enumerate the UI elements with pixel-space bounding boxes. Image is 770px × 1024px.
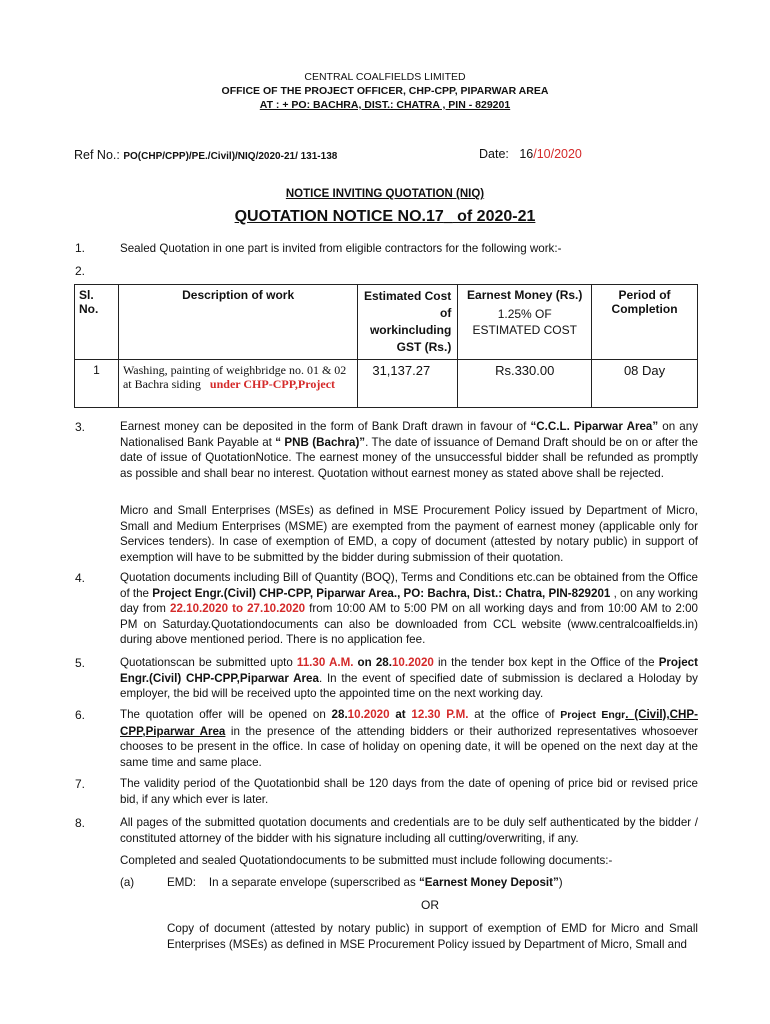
item-number-2: 2. <box>75 264 86 278</box>
cell-cost: 31,137.27 <box>358 360 458 408</box>
emd-label: EMD: <box>167 876 196 889</box>
item-4-text <box>120 570 698 648</box>
item-8-text: All pages of the submitted quotation documents and credentials are to be duly self authenticated by the bidder / constituted attorney of the bidder with his signature including all cutting/overwriting, if any. <box>120 816 698 845</box>
item-3-text <box>120 419 698 481</box>
p4-text-1: Quotation documents including Bill of Quantity (BOQ), Terms and Conditions etc.can be obtained from the Office of the <box>120 571 698 600</box>
p6-text-3: in the presence of the attending bidders or their authorized representatives whosoever chooses to be present in the office. In case of holiday on opening date, it will be opened on the next day at the same time and same place. <box>120 724 699 769</box>
notice-title: NOTICE INVITING QUOTATION (NIQ) <box>285 188 485 200</box>
date-day: 16 <box>519 147 534 161</box>
item-1-text: Sealed Quotation in one part is invited from eligible contractors for the following work:- <box>120 242 562 255</box>
p6-bold-2: at <box>389 708 412 721</box>
header-period: Period of Completion <box>592 285 698 360</box>
mse-paragraph: Micro and Small Enterprises (MSEs) as defined in MSE Procurement Policy issued by Department of Micro, Small and Medium Enterprises (MSME) are exempted from the payment of earnest money (applicable only for Services tenders). In case of exemption of EMD, a copy of document (attested by notary public) in support of exemption will have to be submitted by the bidder during submission of their quotation. <box>120 504 698 564</box>
emd-close: ) <box>558 876 563 889</box>
cell-sl: 1 <box>75 360 119 408</box>
table-row <box>75 360 698 408</box>
item-5-text <box>120 655 698 702</box>
header-earnest-sub: 1.25% OF ESTIMATED COST <box>472 307 577 337</box>
cell-period: 08 Day <box>592 360 698 408</box>
p4-text-2: , on any working day from <box>120 586 698 616</box>
date-month-year: /10/2020 <box>533 147 582 161</box>
p6-date: 10.2020 <box>347 708 390 721</box>
header-estimated-cost: Estimated Cost of workincluding GST (Rs.) <box>358 285 458 360</box>
item-number-7: 7. <box>75 777 86 791</box>
emd-text: In a separate envelope (superscribed as <box>208 876 419 889</box>
p4-date-from: 22.10.2020 <box>170 602 229 616</box>
quotation-table <box>74 284 698 408</box>
p3-bold-1: “C.C.L. Piparwar Area” <box>530 420 659 433</box>
item-7-text: The validity period of the Quotationbid shall be 120 days from the date of opening of price bid or revised price bid, if any which ever is later. <box>120 777 698 806</box>
cell-earnest: Rs.330.00 <box>458 360 592 408</box>
item-6-text <box>120 707 698 770</box>
item-number-8: 8. <box>75 816 86 830</box>
p6-text-2: at the office of <box>468 708 561 721</box>
date-line <box>479 147 582 161</box>
quotation-title-b: _ <box>443 208 453 225</box>
p6-bold-1: 28. <box>331 708 348 721</box>
emd-line <box>167 876 563 889</box>
office-address <box>0 98 770 112</box>
item-number-3: 3. <box>75 420 86 434</box>
p5-text-3: . In the event of specified date of submission is declared a Holoday by employer, the bid will be received upto the appointed time on the next working day. <box>120 671 698 701</box>
item-number-1: 1. <box>75 241 86 255</box>
p6-bold-3: Project Engr <box>560 709 626 721</box>
p3-text-3: . The date of issuance of Demand Draft should be on or after the date of issue of QuotationNotice. The earnest money of the unsuccessful bidder shall be refunded as promptly as possible and shall bear no interest. Quotation without earnest money as stated above shall be rejected. <box>120 435 699 480</box>
ref-line <box>74 148 337 162</box>
emd-exemption-text: Copy of document (attested by notary public) in support of exemption of EMD for Micro and Small Enterprises (MSEs) as defined in MSE Procurement Policy issued by Department of Micro, Small and <box>167 922 698 951</box>
cell-description <box>118 360 357 408</box>
header-earnest-money <box>458 285 592 360</box>
p3-text-1: Earnest money can be deposited in the form of Bank Draft drawn in favour of <box>120 420 531 433</box>
header-earnest-label: Earnest Money (Rs.) <box>467 288 583 302</box>
office-name: OFFICE OF THE PROJECT OFFICER, CHP-CPP, PIPARWAR AREA <box>221 85 549 97</box>
header-sl: Sl. No. <box>75 285 119 360</box>
company-name: CENTRAL COALFIELDS LIMITED <box>304 71 466 83</box>
p3-bold-2: “ PNB (Bachra)” <box>275 435 366 449</box>
item-number-5: 5. <box>75 656 86 670</box>
p5-date: 10.2020 <box>391 656 434 669</box>
table-header-row <box>75 285 698 360</box>
address-text: AT : + PO: BACHRA, DIST.: CHATRA , PIN - 829201 <box>259 99 511 111</box>
item-number-6: 6. <box>75 708 86 722</box>
p5-time: 11.30 A.M. <box>296 656 354 669</box>
p5-text-1: Quotationscan be submitted upto <box>120 656 297 669</box>
p4-date-to: to 27.10.2020 <box>228 602 306 616</box>
quotation-title-c: of 2020-21 <box>452 208 536 225</box>
p4-bold-1: Project Engr.(Civil) CHP-CPP, Piparwar Area., PO: Bachra, Dist.: Chatra, PIN-829201 <box>152 586 611 600</box>
ref-label: Ref No.: <box>74 148 120 162</box>
item-number-4: 4. <box>75 571 86 585</box>
p5-bold-1: on 28. <box>353 656 392 669</box>
quotation-title <box>0 208 770 226</box>
completed-docs-text: Completed and sealed Quotationdocuments to be submitted must include following documents:- <box>120 854 613 867</box>
or-separator: OR <box>421 898 439 912</box>
quotation-title-a: QUOTATION NOTICE NO.17 <box>234 208 444 225</box>
date-label: Date: <box>479 147 509 161</box>
p6-time: 12.30 P.M. <box>411 708 469 721</box>
p6-bold-4: . (Civil),CHP-CPP,Piparwar Area <box>120 708 698 738</box>
p4-text-3: from 10:00 AM to 5:00 PM on all working days and from 10:00 AM to 2:00 PM on Saturday.Quotationdocuments can also be downloaded from CCL website (www.centralcoalfields.in) during above mentioned period. There is no application fee. <box>120 602 698 647</box>
desc-highlight: under CHP-CPP,Project <box>209 377 336 391</box>
emd-bold: “Earnest Money Deposit” <box>418 876 559 889</box>
ref-number: PO(CHP/CPP)/PE./Civil)/NIQ/2020-21/ 131-138 <box>123 151 338 162</box>
p6-text-1: The quotation offer will be opened on <box>120 708 332 721</box>
p5-text-2: in the tender box kept in the Office of the <box>433 656 659 669</box>
p3-text-2: on any Nationalised Bank Payable at <box>120 420 698 449</box>
sub-item-a-label: (a) <box>120 876 135 889</box>
p5-bold-2: Project Engr.(Civil) CHP-CPP,Piparwar Area <box>120 656 698 685</box>
desc-text: Washing, painting of weighbridge no. 01 & 02 at Bachra siding <box>122 363 347 391</box>
header-description: Description of work <box>118 285 357 360</box>
